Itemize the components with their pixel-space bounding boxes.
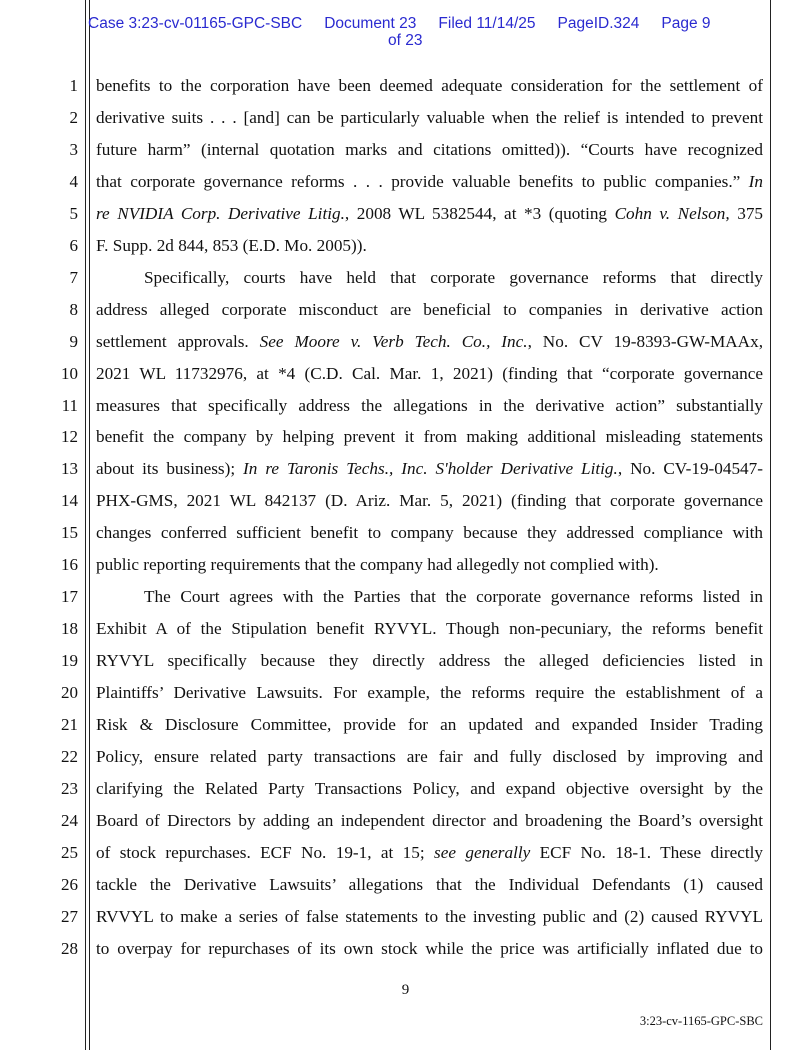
header-document-of: of 23 bbox=[388, 32, 423, 49]
text-segment: of stock repurchases. ECF No. 19-1, at 15; bbox=[96, 842, 435, 862]
text-segment: , No. CV 19-8393-GW-MAAx, bbox=[527, 331, 763, 351]
line-number: 26 bbox=[61, 874, 78, 894]
line-number: 6 bbox=[69, 235, 78, 255]
text-segment: F. Supp. 2d 844, 853 (E.D. Mo. 2005)). bbox=[96, 235, 367, 255]
text-segment: about its business); bbox=[96, 459, 244, 479]
line-number: 23 bbox=[61, 778, 78, 798]
line-number: 18 bbox=[61, 619, 78, 639]
line-number: 13 bbox=[61, 459, 78, 479]
text-segment: RVVYL to make a series of false statements to the investing public and (2) caused RYVYL bbox=[96, 906, 763, 926]
text-segment: Plaintiffs’ Derivative Lawsuits. For example, the reforms require the establishment of a bbox=[96, 683, 763, 703]
line-number: 3 bbox=[69, 139, 78, 159]
citation-italic: Cohn v. Nelson, bbox=[614, 203, 730, 223]
text-line bbox=[96, 172, 763, 192]
text-line bbox=[96, 907, 763, 927]
text-line bbox=[96, 619, 763, 639]
text-segment: clarifying the Related Party Transactions Policy, and expand objective oversight by the bbox=[96, 778, 763, 798]
text-line bbox=[96, 332, 763, 352]
text-segment: tackle the Derivative Lawsuits’ allegations that the Individual Defendants (1) caused bbox=[96, 874, 763, 894]
line-number: 4 bbox=[69, 171, 78, 191]
text-segment: Exhibit A of the Stipulation benefit RYVYL. Though non-pecuniary, the reforms benefit bbox=[96, 619, 763, 639]
text-line bbox=[96, 204, 763, 224]
text-line bbox=[96, 651, 763, 671]
text-segment: 2021 WL 11732976, at *4 (C.D. Cal. Mar. 1, 2021) (finding that “corporate governance bbox=[96, 363, 763, 383]
text-line bbox=[96, 939, 763, 959]
line-number: 9 bbox=[69, 331, 78, 351]
text-segment: address alleged corporate misconduct are beneficial to companies in derivative action bbox=[96, 299, 763, 319]
line-number: 16 bbox=[61, 555, 78, 575]
text-line bbox=[96, 779, 763, 799]
text-line bbox=[96, 587, 763, 607]
text-segment: settlement approvals. bbox=[96, 331, 260, 351]
header-document: Document 23 bbox=[324, 15, 417, 32]
text-segment: benefit the company by helping prevent it from making additional misleading statements bbox=[96, 427, 763, 447]
line-number: 5 bbox=[69, 203, 78, 223]
line-number: 22 bbox=[61, 746, 78, 766]
text-segment: Risk & Disclosure Committee, provide for an updated and expanded Insider Trading bbox=[96, 715, 763, 734]
text-segment: 375 bbox=[729, 203, 764, 223]
text-line bbox=[96, 108, 763, 128]
text-segment: RYVYL specifically because they directly address the alleged deficiencies listed in bbox=[96, 651, 763, 671]
citation-italic: In re Taronis Techs., Inc. S'holder Derivative Litig. bbox=[243, 459, 618, 479]
text-segment: benefits to the corporation have been deemed adequate consideration for the settlement of bbox=[96, 76, 763, 95]
text-line bbox=[96, 300, 763, 320]
line-number: 11 bbox=[61, 395, 78, 415]
text-line bbox=[96, 811, 763, 831]
citation-italic: see generally bbox=[434, 842, 531, 862]
line-number: 10 bbox=[61, 363, 78, 383]
text-segment: Specifically, courts have held that corporate governance reforms that directly bbox=[144, 267, 763, 287]
text-line bbox=[96, 427, 763, 447]
text-segment: public reporting requirements that the company had allegedly not complied with). bbox=[96, 555, 659, 575]
text-segment: future harm” (internal quotation marks and citations omitted)). “Courts have recognized bbox=[96, 139, 763, 159]
header-pageid: PageID.324 bbox=[557, 15, 640, 32]
line-number: 28 bbox=[61, 938, 78, 958]
header-filed: Filed 11/14/25 bbox=[438, 15, 536, 32]
ecf-header bbox=[88, 15, 768, 49]
line-number: 21 bbox=[61, 715, 78, 734]
citation-italic: See Moore v. Verb Tech. Co., Inc. bbox=[259, 331, 528, 351]
text-line bbox=[96, 555, 763, 575]
line-number: 27 bbox=[61, 906, 78, 926]
line-number: 17 bbox=[61, 587, 78, 607]
text-segment: derivative suits . . . [and] can be particularly valuable when the relief is intended to prevent bbox=[96, 107, 763, 127]
citation-italic: In bbox=[748, 171, 763, 191]
line-number: 19 bbox=[61, 651, 78, 671]
line-number: 20 bbox=[61, 683, 78, 703]
line-number: 25 bbox=[61, 842, 78, 862]
header-case-number: Case 3:23-cv-01165-GPC-SBC bbox=[88, 15, 303, 32]
left-margin-rule-outer bbox=[85, 0, 86, 1050]
page-number: 9 bbox=[401, 982, 410, 998]
text-line bbox=[96, 140, 763, 160]
text-segment: that corporate governance reforms . . . provide valuable benefits to public companies.” bbox=[96, 171, 749, 191]
line-number: 12 bbox=[61, 427, 78, 447]
line-number: 15 bbox=[61, 523, 78, 543]
footer-case-number: 3:23-cv-1165-GPC-SBC bbox=[639, 1014, 763, 1028]
text-segment: Board of Directors by adding an independent director and broadening the Board’s oversight bbox=[96, 810, 763, 830]
text-line bbox=[96, 875, 763, 895]
line-number: 2 bbox=[69, 107, 78, 127]
text-segment: ECF No. 18-1. These directly bbox=[530, 842, 763, 862]
text-segment: to overpay for repurchases of its own stock while the price was artificially inflated due to bbox=[96, 938, 763, 958]
text-line bbox=[96, 491, 763, 511]
text-line bbox=[96, 364, 763, 384]
text-line bbox=[96, 523, 763, 543]
citation-italic: re NVIDIA Corp. Derivative Litig. bbox=[96, 203, 345, 223]
text-line bbox=[96, 747, 763, 767]
text-line bbox=[96, 843, 763, 863]
line-number: 7 bbox=[69, 267, 78, 287]
text-line bbox=[96, 459, 763, 479]
text-line bbox=[96, 236, 763, 256]
text-segment: Policy, ensure related party transactions are fair and fully disclosed by improving and bbox=[96, 746, 763, 766]
text-line bbox=[96, 396, 763, 416]
line-number: 24 bbox=[61, 810, 78, 830]
line-number: 1 bbox=[69, 76, 78, 95]
text-segment: The Court agrees with the Parties that the corporate governance reforms listed in bbox=[144, 587, 763, 607]
text-segment: measures that specifically address the allegations in the derivative action” substantially bbox=[96, 395, 763, 415]
text-segment: , No. CV-19-04547- bbox=[617, 459, 763, 479]
text-line bbox=[96, 76, 763, 96]
line-number: 8 bbox=[69, 299, 78, 319]
left-margin-rule-inner bbox=[89, 0, 90, 1050]
line-number: 14 bbox=[61, 491, 78, 511]
text-line bbox=[96, 268, 763, 288]
text-line bbox=[96, 683, 763, 703]
text-segment: , 2008 WL 5382544, at *3 (quoting bbox=[344, 203, 615, 223]
right-margin-rule bbox=[770, 0, 771, 1050]
text-line bbox=[96, 715, 763, 735]
header-page: Page 9 bbox=[661, 15, 711, 32]
text-segment: changes conferred sufficient benefit to company because they addressed compliance with bbox=[96, 523, 763, 543]
text-segment: PHX-GMS, 2021 WL 842137 (D. Ariz. Mar. 5, 2021) (finding that corporate governance bbox=[96, 491, 763, 511]
